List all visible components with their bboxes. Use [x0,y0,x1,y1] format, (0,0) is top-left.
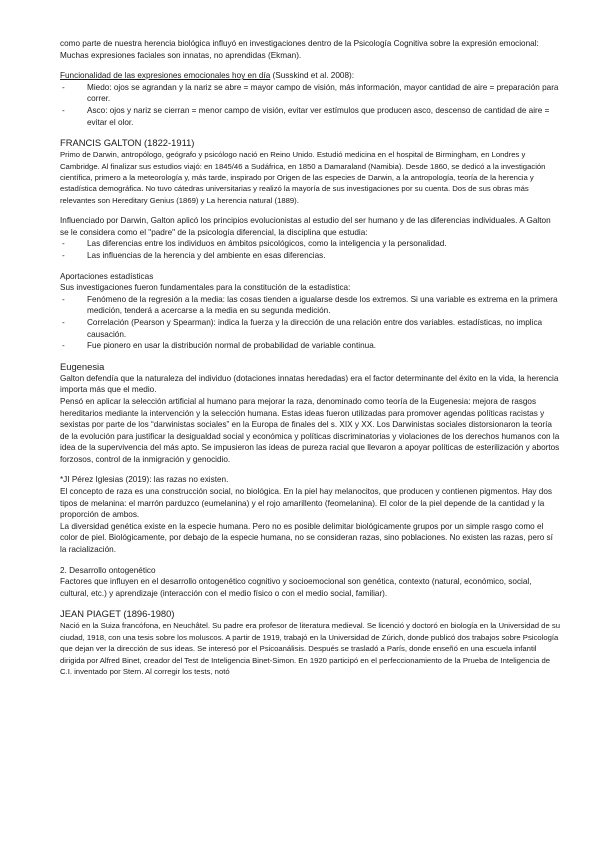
list-item: - Miedo: ojos se agrandan y la nariz se abre = mayor campo de visión, más información, mayor cantidad de aire = preparación para correr. [60,82,560,105]
list-item: - Correlación (Pearson y Spearman): indica la fuerza y la dirección de una relación entre dos variables. estadísticas, no implica causación. [60,317,560,340]
razas-paragraph-2: La diversidad genética existe en la especie humana. Pero no es posible delimitar biológicamente grupos por un simple rasgo como el color de piel. Biológicamente, por debajo de la especie humana, no se consideran razas, sino poblaciones. No existen las razas, pero sí la racialización. [60,521,553,555]
list-item: - Las influencias de la herencia y del ambiente en esas diferencias. [60,250,560,262]
funcionalidad-citation: (Susskind et al. 2008): [270,71,355,81]
aportaciones-list [60,294,560,352]
razas-heading: *JI Pérez Iglesias (2019): las razas no existen. [60,475,229,485]
eugenesia-paragraph-2: Pensó en aplicar la selección artificial al humano para mejorar la raza, denominado como teoría de la Eugenesia: mejora de rasgos hereditarios mediante la intervención y la selección humana. Estas ideas fueron utilizadas para promover agendas políticas racistas y sexistas por parte de los “darwinistas sociales” en la Europa de finales del s. XIX y XX. Los Darwinistas sociales distorsionaron la teoría de la evolución para justificar la desigualdad social y económica y políticas discriminatorias y violaciones de los derechos humanos con la idea de la supervivencia del más apto. Se impusieron las ideas de pureza racial que llevaron a apoyar políticas de esterilización y abortos forzosos, control de la inmigración y genocidio. [60,396,560,464]
desarrollo-heading: 2. Desarrollo ontogenético [60,565,156,575]
galton-heading: FRANCIS GALTON (1822-1911) [60,137,195,149]
list-item: - Fue pionero en usar la distribución normal de probabilidad de variable continua. [60,340,560,352]
piaget-heading: JEAN PIAGET (1896-1980) [60,608,175,620]
funcionalidad-list [60,82,560,128]
document-page [60,38,560,677]
galton-bio: Primo de Darwin, antropólogo, geógrafo y psicólogo nació en Reino Unido. Estudió medicina en el hospital de Birmingham, en Londres y Cambridge. Al finalizar sus estudios viajó: en 1845/46 a Sudáfrica, en 1850 a Damaraland (Namibia). Desde 1860, se dedicó a la investigación científica, primero a la meteorología y, más tarde, inspirado por Origen de las especies de Darwin, a la antropología, teoría de la herencia y estadística demográfica. No tuvo cátedras universitarias y realizó la mayoría de sus investigaciones por su cuenta. Dos de sus obras más relevantes son Hereditary Genius (1869) y La herencia natural (1889). [60,150,546,205]
funcionalidad-heading-line [60,70,560,82]
aportaciones-intro: Sus investigaciones fueron fundamentales para la constitución de la estadística: [60,283,351,293]
funcionalidad-title: Funcionalidad de las expresiones emocionales hoy en día [60,71,271,81]
eugenesia-heading: Eugenesia [60,360,105,372]
piaget-bio: Nació en la Suiza francófona, en Neuchâtel. Su padre era profesor de literatura medieval. Se licenció y doctoró en biología en la Universidad de su ciudad, 1918, con una tesis sobre los moluscos. A partir de 1919, trabajó en la Universidad de Zúrich, donde publicó dos trabajos sobre Psicología que dejan ver la dirección de sus ideas. Se interesó por el Psicoanálisis. Después se trasladó a París, donde enseñó en una escuela infantil dirigida por Alfred Binet, creador del Test de Inteligencia Binet-Simon. En 1920 participó en el perfeccionamiento de la Prueba de Inteligencia de C.I. inventado por Stern. Al corregir los tests, notó [60,621,560,677]
list-item: - Fenómeno de la regresión a la media: las cosas tienden a igualarse desde los extremos. Si una variable es extrema en la primera medición, tenderá a acercarse a la media en su segunda medición. [60,294,560,317]
list-item: - Las diferencias entre los individuos en ámbitos psicológicos, como la inteligencia y la personalidad. [60,238,560,250]
razas-paragraph-1: El concepto de raza es una construcción social, no biológica. En la piel hay melanocitos, que producen y contienen pigmentos. Hay dos tipos de melanina: el marrón parduzco (eumelanina) y el rojo amarillento (feomelanina). El color de la piel depende de la cantidad y la proporción de ambos. [60,487,553,520]
aportaciones-heading: Aportaciones estadísticas [60,271,154,281]
galton-influence: Influenciado por Darwin, Galton aplicó los principios evolucionistas al estudio del ser humano y de las diferencias individuales. A Galton se le considera como el "padre" de la psicología diferencial, la disciplina que estudia: [60,216,551,237]
eugenesia-paragraph-1: Galton defendía que la naturaleza del individuo (dotaciones innatas heredadas) era el factor determinante del éxito en la vida, la herencia importa más que el medio. [60,373,559,395]
galton-influence-list [60,238,560,261]
desarrollo-text: Factores que influyen en el desarrollo ontogenético cognitivo y socioemocional son genética, contexto (natural, económico, social, cultural, etc.) y aprendizaje (interacción con el medio físico o con el medio social, familiar). [60,577,532,598]
list-item: - Asco: ojos y nariz se cierran = menor campo de visión, evitar ver estímulos que producen asco, descenso de cantidad de aire = evitar el olor. [60,105,560,128]
intro-paragraph: como parte de nuestra herencia biológica influyó en investigaciones dentro de la Psicología Cognitiva sobre la expresión emocional: Muchas expresiones faciales son innatas, no aprendidas (Ekman). [60,39,539,60]
